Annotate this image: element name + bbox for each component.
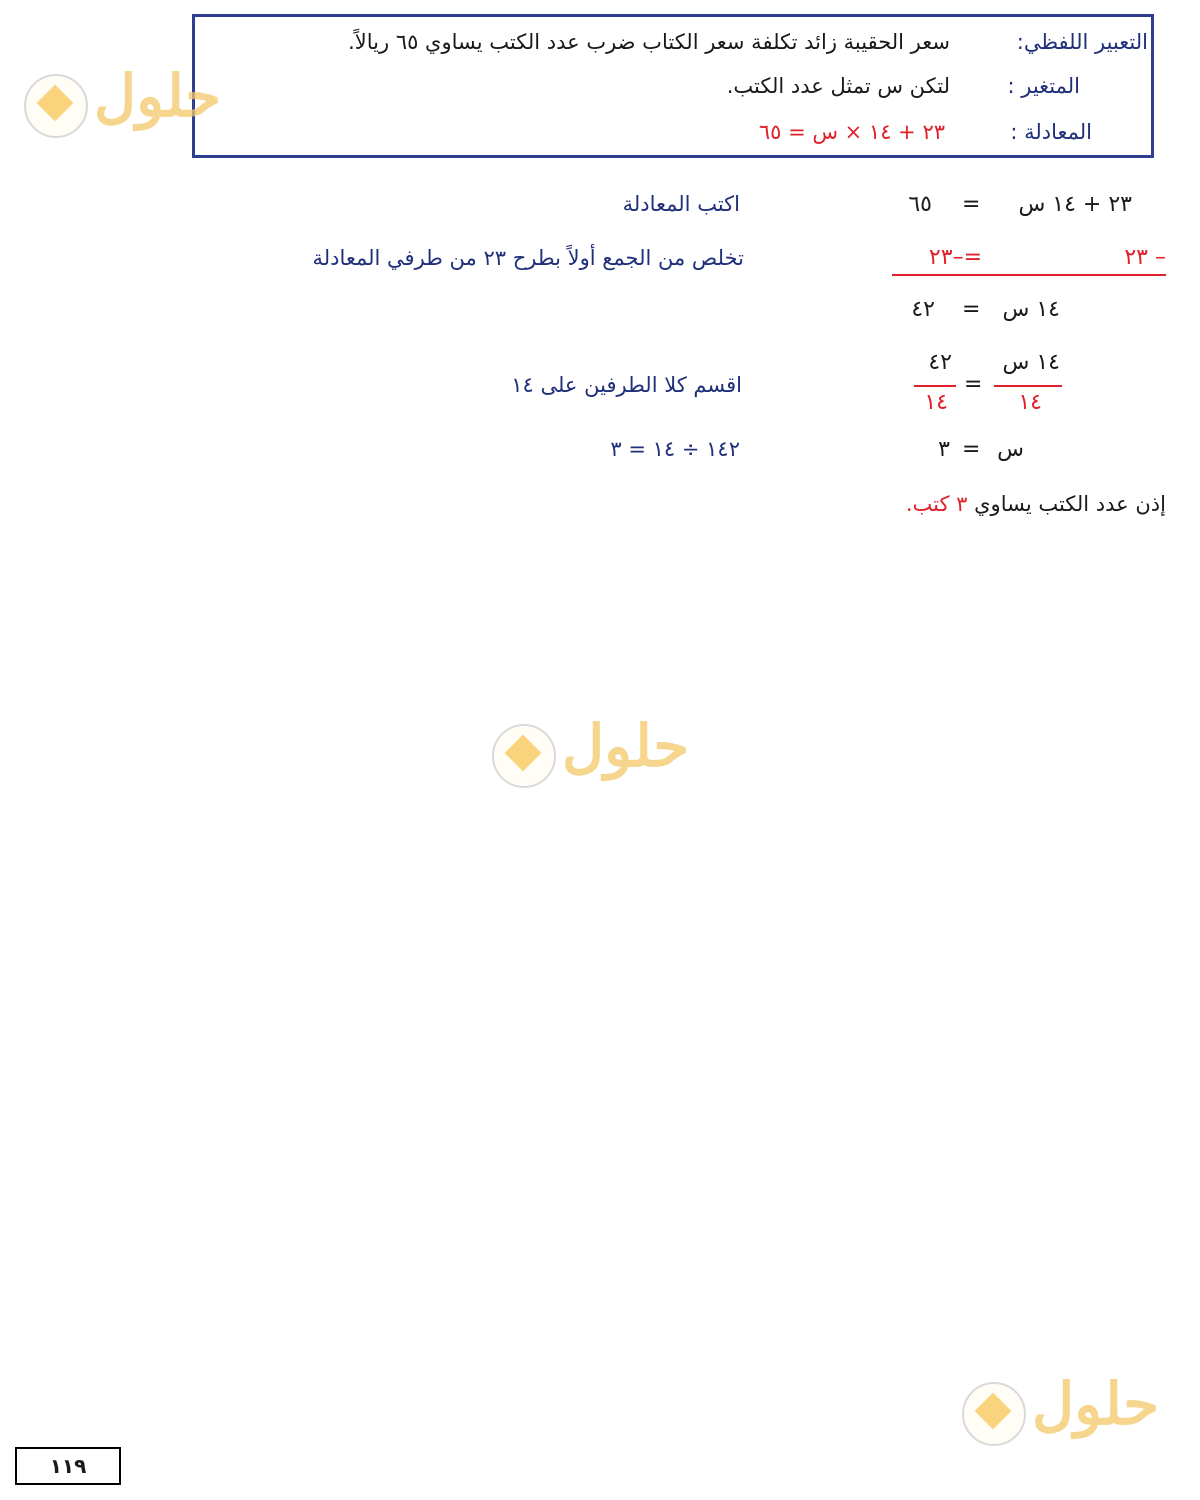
step3-equals: = [962, 297, 981, 322]
conclusion-prefix: إذن عدد الكتب يساوي [967, 492, 1166, 516]
step4-den-right: ١٤ [924, 390, 948, 415]
fraction-bar-left [994, 385, 1062, 387]
step5-note: ١٤٢ ÷ ١٤ = ٣ [610, 437, 740, 461]
verbal-label: التعبير اللفظي: [1016, 30, 1148, 54]
step3-right: ٤٢ [911, 297, 935, 322]
watermark-logo [962, 1370, 1162, 1460]
step4-equals: = [964, 372, 983, 397]
variable-label: المتغير : [1007, 74, 1080, 98]
watermark-logo [24, 62, 224, 152]
page-number: ١١٩ [15, 1447, 121, 1485]
conclusion-answer: ٣ كتب. [905, 492, 968, 516]
step2-note: تخلص من الجمع أولاً بطرح ٢٣ من طرفي المعادلة [312, 246, 744, 270]
fraction-bar-right [914, 385, 956, 387]
step1-left: ٢٣ + ١٤ س [1018, 192, 1132, 217]
step2-right: =–٢٣ [928, 245, 982, 270]
equation-label: المعادلة : [1010, 120, 1092, 144]
step3-left: ١٤ س [1002, 297, 1060, 322]
step5-right: ٣ [938, 437, 950, 462]
step4-den-left: ١٤ [1018, 390, 1042, 415]
step4-num-right: ٤٢ [928, 350, 952, 375]
step1-note: اكتب المعادلة [622, 192, 740, 216]
step1-equals: = [962, 192, 981, 217]
watermark-logo [492, 712, 692, 802]
conclusion [906, 492, 1166, 516]
verbal-text: سعر الحقيبة زائد تكلفة سعر الكتاب ضرب عدد الكتب يساوي ٦٥ ريالاً. [348, 30, 950, 54]
step1-right: ٦٥ [908, 192, 932, 217]
variable-text: لتكن س تمثل عدد الكتب. [726, 74, 950, 98]
watermark-word: حلول [562, 712, 690, 780]
step5-left: س [997, 437, 1024, 462]
equation-text: ٢٣ + ١٤ × س = ٦٥ [758, 120, 945, 144]
step2-left: – ٢٣ [1124, 245, 1166, 270]
watermark-word: حلول [1032, 1370, 1160, 1438]
step5-equals: = [962, 437, 981, 462]
watermark-word: حلول [94, 62, 222, 130]
subtraction-line [892, 274, 1166, 276]
step4-note: اقسم كلا الطرفين على ١٤ [511, 373, 742, 397]
step4-num-left: ١٤ س [1002, 350, 1060, 375]
